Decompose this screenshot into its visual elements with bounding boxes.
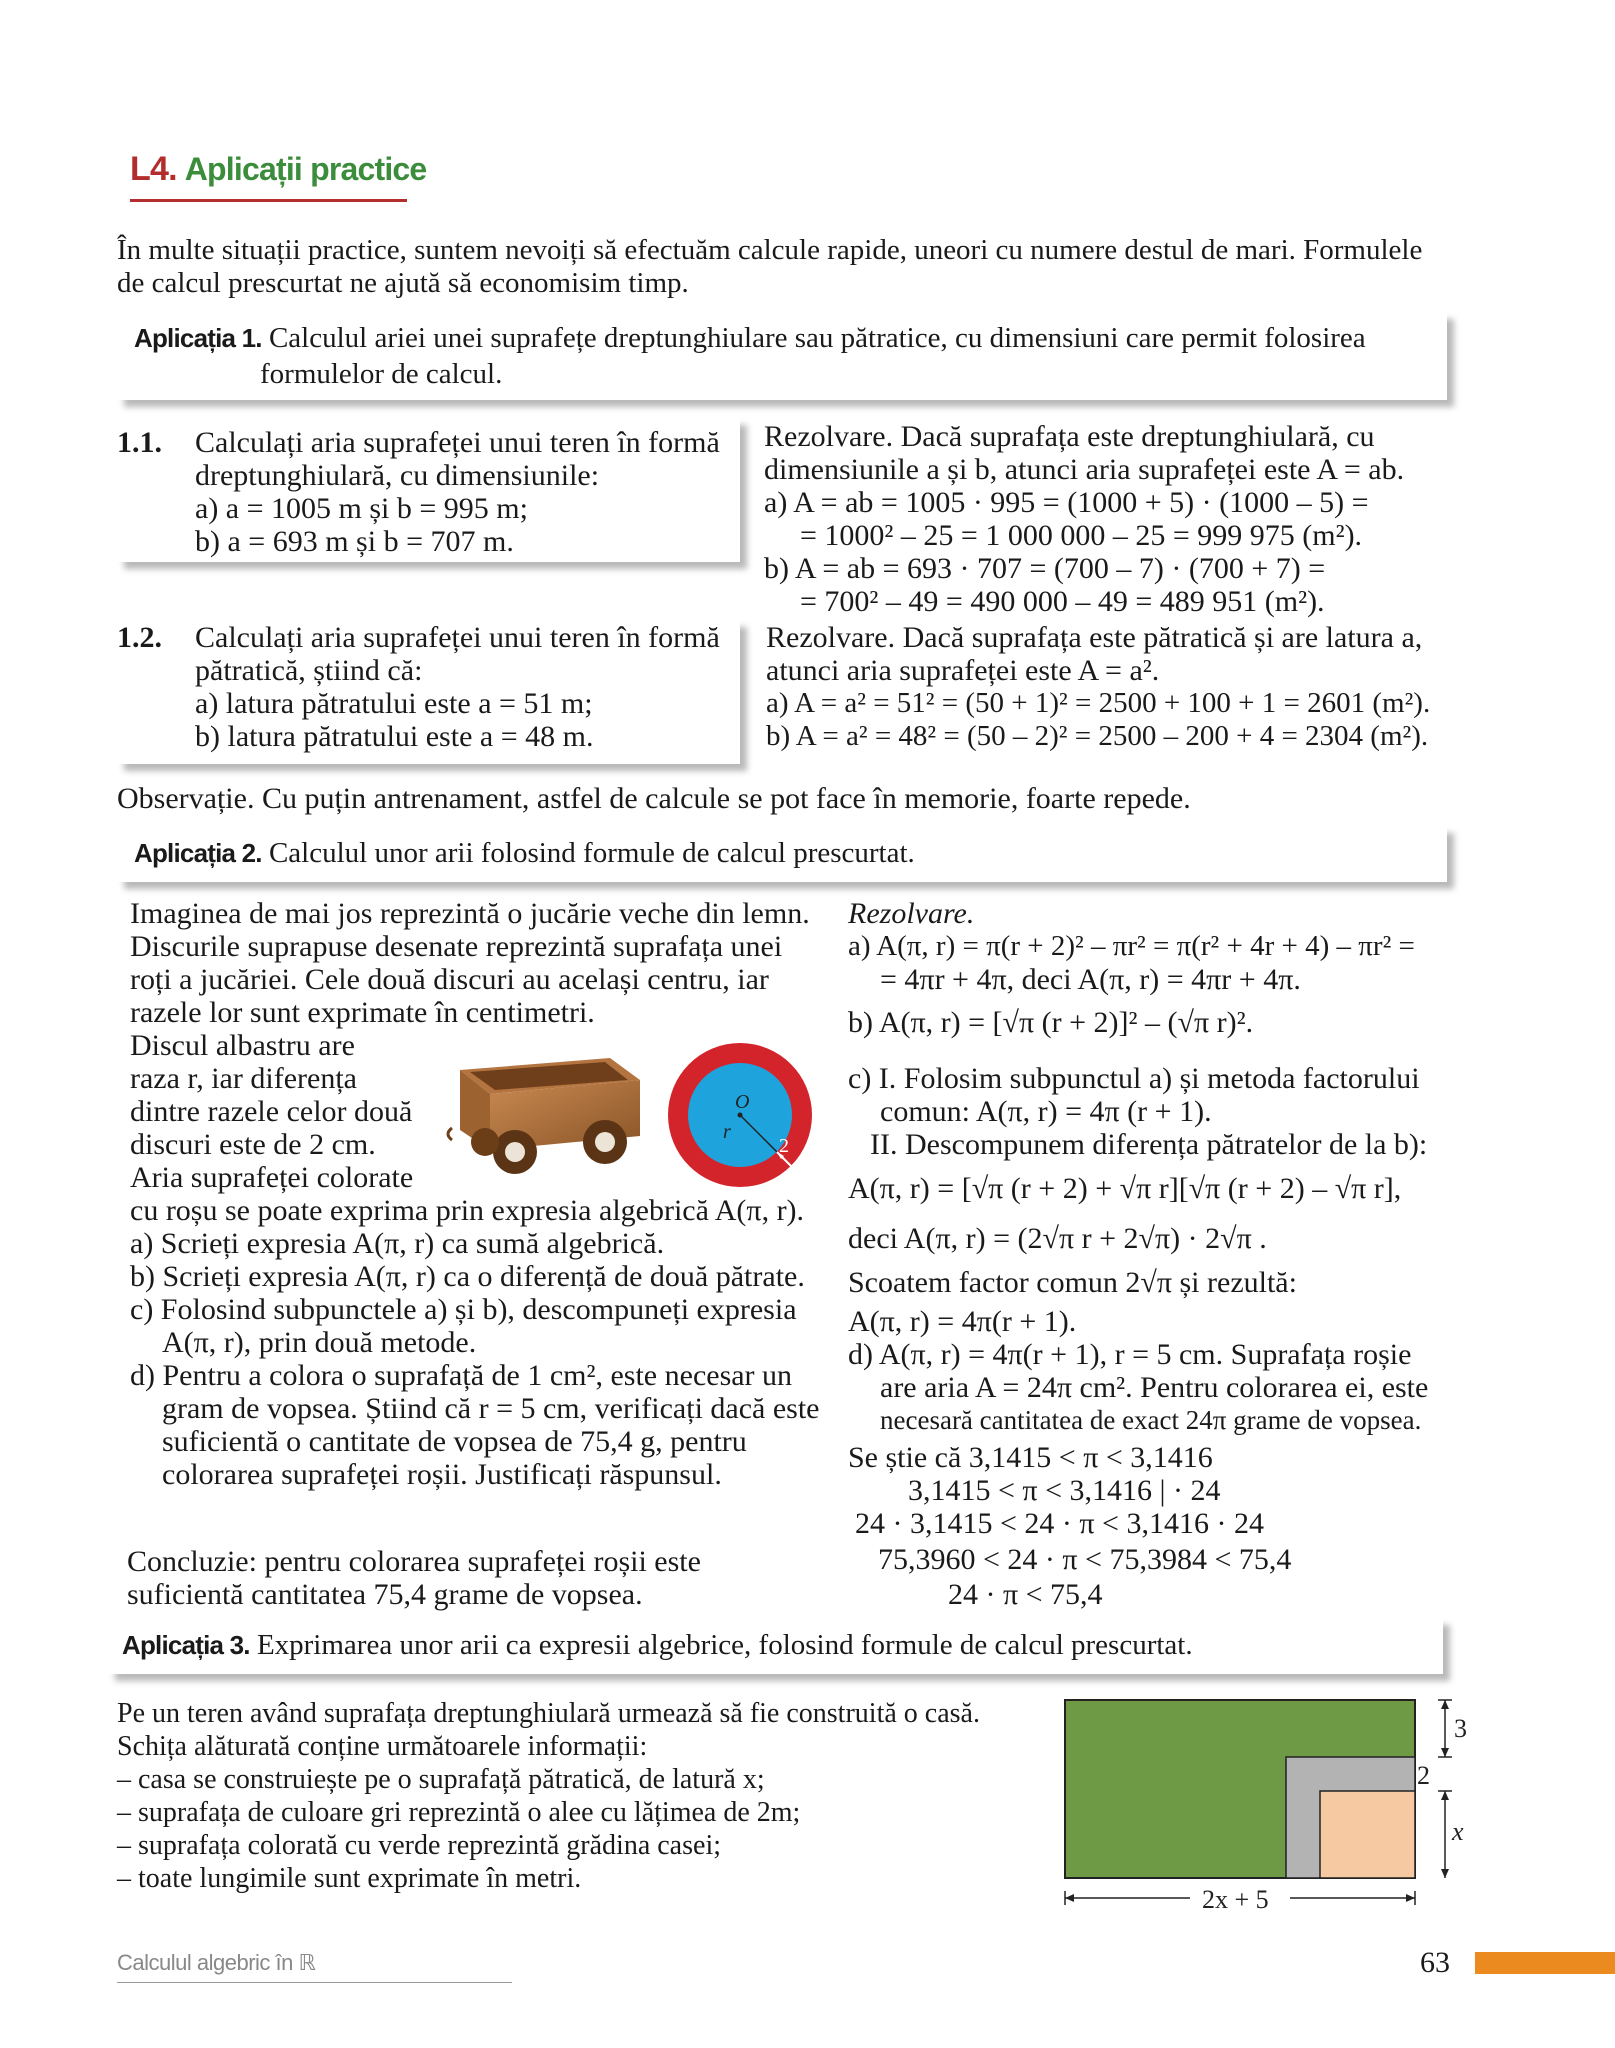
sol2-d2: are aria A = 24π cm². Pentru colorarea ei, este [880,1371,1429,1404]
p2-question-d1: d) Pentru a colora o suprafață de 1 cm², este necesar un [130,1359,793,1392]
sol2-c6: Scoatem factor comun 2√π și rezultă: [848,1266,1297,1299]
sol11-line-1: Rezolvare. Dacă suprafața este dreptunghiulară, cu [764,420,1375,453]
sol2-c7: A(π, r) = 4π(r + 1). [848,1305,1077,1338]
sol12-line-2: atunci aria suprafeței este A = a². [766,654,1160,687]
sol2-b: b) A(π, r) = [√π (r + 2)]² – (√π r)². [848,1006,1254,1039]
sol11-line-6: = 700² – 49 = 490 000 – 49 = 489 951 (m²). [800,585,1325,618]
p3-line-1: Pe un teren având suprafața dreptunghiulară urmează să fie construită o casă. [117,1698,980,1729]
sol2-a1: a) A(π, r) = π(r + 2)² – πr² = π(r² + 4r + 4) – πr² = [848,930,1415,962]
ex12-line-2: pătratică, știind că: [195,654,423,687]
p2-question-d4: colorarea suprafeței roșii. Justificați răspunsul. [162,1458,722,1491]
sketch-side-label: x [1452,1817,1464,1846]
p3-line-2: Schița alăturată conține următoarele informații: [117,1731,648,1762]
ex11-num: 1.1. [117,426,162,459]
app1-text-1: Calculul ariei unei suprafețe dreptunghiulare sau pătratice, cu dimensiuni care permit folosirea [268,322,1366,354]
footer-chapter: Calculul algebric în ℝ [117,1950,316,1975]
disc-center-label: O [735,1091,750,1113]
sketch-top-label: 3 [1454,1714,1467,1743]
wooden-toy-image [440,1050,660,1175]
app2-text: Calculul unor arii folosind formule de calcul prescurtat. [268,837,915,869]
p2-question-a: a) Scrieți expresia A(π, r) ca sumă algebrică. [130,1227,665,1260]
intro-line-1: În multe situații practice, suntem nevoiți să efectuăm calcule rapide, uneori cu numere destul de mari. Formulele [117,234,1423,266]
ex12-line-3: a) latura pătratului este a = 51 m; [195,687,593,720]
intro-line-2: de calcul prescurtat ne ajută să economisim timp. [117,267,689,299]
p2-question-c2: A(π, r), prin două metode. [162,1326,477,1359]
disc-radius-label: r [723,1121,731,1143]
sol2-c1: c) I. Folosim subpunctul a) și metoda factorului [848,1062,1420,1095]
p2-line-1: Imaginea de mai jos reprezintă o jucărie veche din lemn. [130,897,810,930]
p2-line-2: Discurile suprapuse desenate reprezintă suprafața unei [130,930,783,963]
sketch-mid-label: 2 [1417,1761,1430,1790]
app2-header [117,826,1447,882]
p3-line-4: – suprafața de culoare gri reprezintă o alee cu lățimea de 2m; [117,1797,801,1828]
app3-label: Aplicația 3. [122,1630,250,1660]
sol12-line-4: b) A = a² = 48² = (50 – 2)² = 2500 – 200 + 4 = 2304 (m²). [766,720,1429,752]
sol2-head: Rezolvare. [848,897,975,930]
p2-line-3: roți a jucăriei. Cele două discuri au același centru, iar [130,963,769,996]
sol2-c5: deci A(π, r) = (2√π r + 2√π) · 2√π . [848,1222,1267,1255]
disc-diff-label: 2 [779,1135,789,1157]
sol2-d1: d) A(π, r) = 4π(r + 1), r = 5 cm. Suprafața roșie [848,1338,1412,1371]
p2-line-10: cu roșu se poate exprima prin expresia algebrică A(π, r). [130,1194,805,1227]
ex11-line-3: a) a = 1005 m și b = 995 m; [195,492,528,525]
p2-question-c1: c) Folosind subpunctele a) și b), descompuneți expresia [130,1293,797,1326]
lesson-title [130,150,426,189]
ex12-line-1: Calculați aria suprafeței unui teren în formă [195,621,720,654]
title-underline [130,199,407,202]
conclusion-line-1: Concluzie: pentru colorarea suprafeței roșii este [127,1545,701,1578]
ex11-line-4: b) a = 693 m și b = 707 m. [195,525,514,558]
app1-label: Aplicația 1. [134,323,262,353]
p2-question-d2: gram de vopsea. Știind că r = 5 cm, verificați dacă este [162,1392,820,1425]
sol2-c2: comun: A(π, r) = 4π (r + 1). [880,1095,1212,1128]
lesson-code: L4. [130,150,177,188]
lesson-name: Aplicații practice [184,151,427,187]
exercise-1-1 [117,418,740,562]
sol2-e5: 24 · π < 75,4 [948,1578,1103,1611]
p3-line-3: – casa se construiește pe o suprafață pătratică, de latură x; [117,1764,765,1795]
footer-accent-bar [1475,1952,1615,1974]
sol2-c4: A(π, r) = [√π (r + 2) + √π r][√π (r + 2) – √π r], [848,1172,1402,1205]
ex12-num: 1.2. [117,621,162,654]
p2-question-d3: suficientă o cantitate de vopsea de 75,4 g, pentru [162,1425,747,1458]
sol2-c3: II. Descompunem diferența pătratelor de la b): [870,1128,1428,1161]
p2-line-5: Discul albastru are [130,1029,355,1062]
sol2-e1: Se știe că 3,1415 < π < 3,1416 [848,1441,1213,1474]
conclusion-line-2: suficientă cantitatea 75,4 grame de vopsea. [127,1578,643,1611]
app1-text-2: formulelor de calcul. [260,358,503,390]
app3-header [108,1618,1443,1674]
exercise-1-2 [117,620,740,764]
sol2-d3: necesară cantitatea de exact 24π grame de vopsea. [880,1405,1422,1435]
sol2-e3: 24 · 3,1415 < 24 · π < 3,1416 · 24 [855,1507,1264,1540]
app2-label: Aplicația 2. [134,838,262,868]
p2-line-8: discuri este de 2 cm. [130,1128,376,1161]
p2-line-4: razele lor sunt exprimate în centimetri. [130,996,595,1029]
ex11-line-1: Calculați aria suprafeței unui teren în formă [195,426,720,459]
sketch-bottom-label: 2x + 5 [1202,1885,1269,1914]
footer-rule [117,1982,512,1983]
observation: Observație. Cu puțin antrenament, astfel de calcule se pot face în memorie, foarte repede. [117,782,1191,815]
app1-header [117,312,1447,400]
sol2-e2: 3,1415 < π < 3,1416 | · 24 [908,1474,1221,1507]
ex12-line-4: b) latura pătratului este a = 48 m. [195,720,594,753]
sol2-a2: = 4πr + 4π, deci A(π, r) = 4πr + 4π. [880,963,1301,996]
sol11-line-5: b) A = ab = 693 · 707 = (700 – 7) · (700 + 7) = [764,552,1326,585]
sol12-line-1: Rezolvare. Dacă suprafața este pătratică și are latura a, [766,621,1423,654]
p2-question-b: b) Scrieți expresia A(π, r) ca o diferență de două pătrate. [130,1260,805,1293]
sol2-e4: 75,3960 < 24 · π < 75,3984 < 75,4 [878,1543,1292,1576]
p2-line-9: Aria suprafeței colorate [130,1161,414,1194]
sol11-line-3: a) A = ab = 1005 · 995 = (1000 + 5) · (1000 – 5) = [764,486,1369,519]
sol11-line-2: dimensiunile a și b, atunci aria suprafeței este A = ab. [764,453,1405,486]
concentric-discs-figure [665,1040,815,1190]
p2-line-6: raza r, iar diferența [130,1062,357,1095]
p2-line-7: dintre razele celor două [130,1095,413,1128]
house-area [1320,1791,1415,1878]
sol11-line-4: = 1000² – 25 = 1 000 000 – 25 = 999 975 (m²). [800,519,1363,552]
p3-line-5: – suprafața colorată cu verde reprezintă grădina casei; [117,1830,721,1861]
page-number: 63 [1420,1946,1450,1979]
house-sketch [1060,1695,1480,1915]
app3-text: Exprimarea unor arii ca expresii algebrice, folosind formule de calcul prescurtat. [256,1629,1193,1661]
sol12-line-3: a) A = a² = 51² = (50 + 1)² = 2500 + 100 + 1 = 2601 (m²). [766,687,1431,719]
p3-line-6: – toate lungimile sunt exprimate în metri. [117,1863,582,1894]
ex11-line-2: dreptunghiulară, cu dimensiunile: [195,459,600,492]
